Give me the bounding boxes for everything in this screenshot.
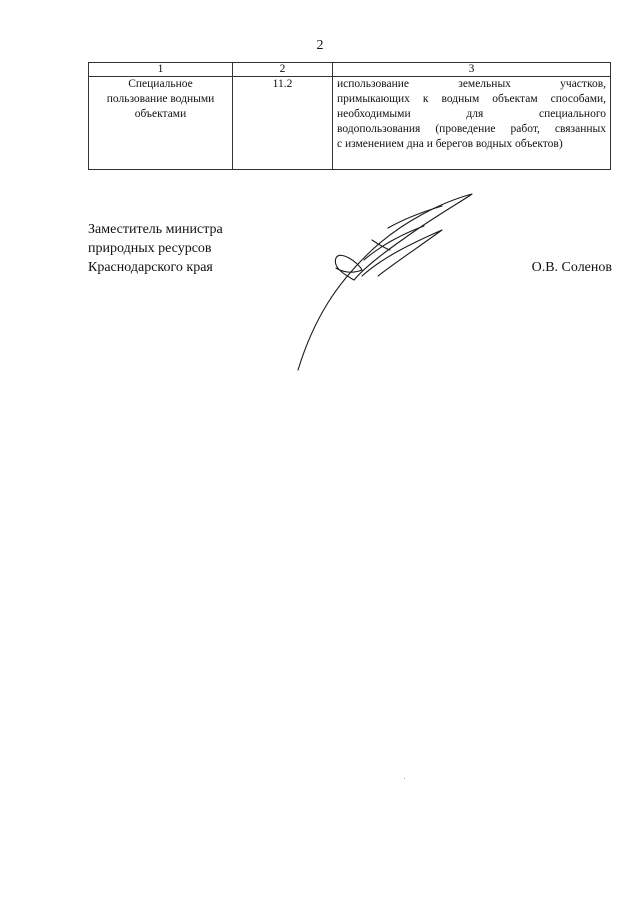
cell-line: примыкающих к водным объектам способами, — [337, 93, 606, 105]
column-header: 2 — [233, 63, 333, 77]
signatory-line: Заместитель министра — [88, 222, 223, 237]
page-number: 2 — [316, 38, 324, 53]
table-header-row — [89, 63, 611, 77]
code-cell: 11.2 — [233, 77, 333, 170]
signatory-title — [88, 220, 223, 277]
signatory-line: Краснодарского края — [88, 260, 213, 275]
cell-line: использование земельных участков, — [337, 78, 606, 90]
handwritten-signature — [292, 188, 492, 378]
column-header: 1 — [89, 63, 233, 77]
signer-name: О.В. Соленов — [531, 260, 612, 275]
cell-line: Специальное — [128, 78, 193, 90]
cell-line: пользование водными — [106, 93, 215, 105]
scan-speck — [404, 778, 405, 779]
document-table — [88, 62, 611, 170]
water-use-type-cell — [89, 77, 233, 170]
cell-line: водопользования (проведение работ, связанных — [337, 123, 606, 135]
description-cell — [333, 77, 611, 170]
cell-line: необходимыми для специального — [337, 108, 606, 120]
signatory-line: природных ресурсов — [88, 241, 212, 256]
cell-line: с изменением дна и берегов водных объектов) — [337, 138, 563, 150]
column-header: 3 — [333, 63, 611, 77]
cell-line: объектами — [134, 108, 187, 120]
table-row — [89, 77, 611, 170]
